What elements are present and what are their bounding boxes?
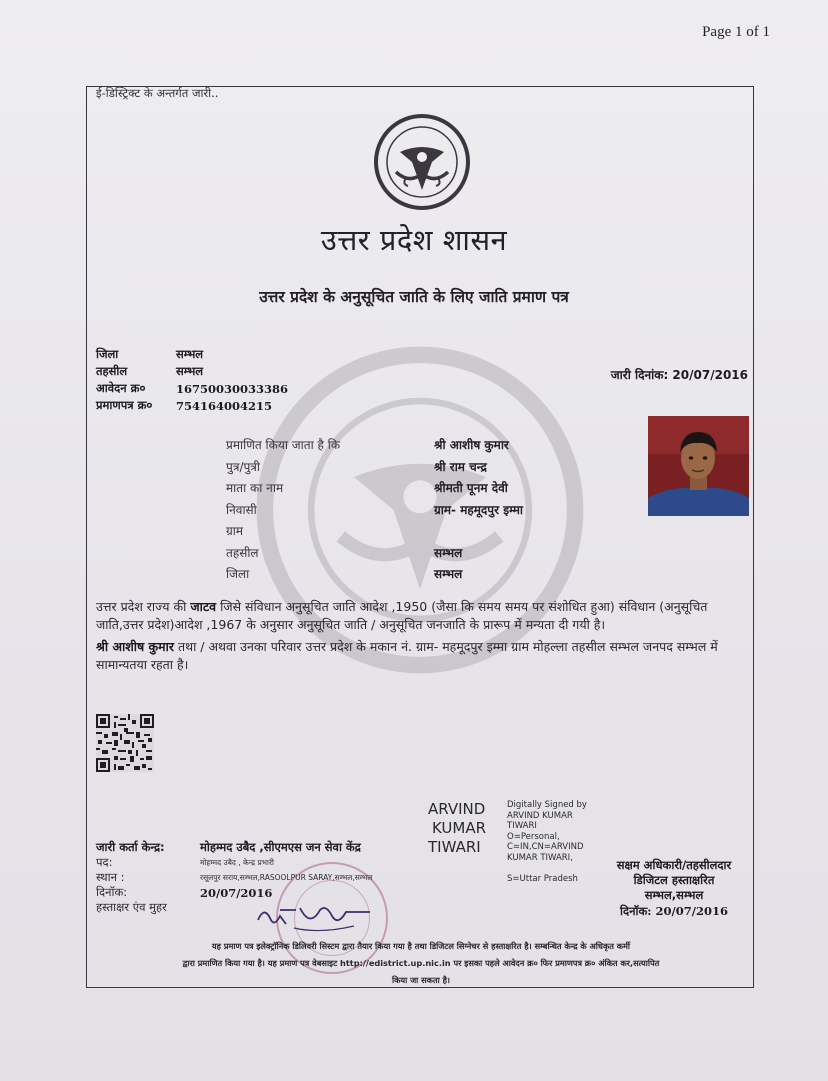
authority-title: सक्षम अधिकारी/तहसीलदार: [616, 858, 732, 872]
details-resident-label: निवासी: [226, 502, 257, 517]
body-p1-text: जिसे संविधान अनुसूचित जाति आदेश ,1950 (जैसा कि समय समय पर संशोधित हुआ) संविधान (अनुसूचित जाति,उत्तर प्रदेश)आदेश ,1967 के अनुसार अनुसूचित जाति / अनुसूचित जनजाति के प्रारूप में मन्यता दी गयी है।: [96, 599, 708, 632]
details-son-label: पुत्र/पुत्री: [226, 459, 261, 474]
meta-certificate-value: 754164004215: [176, 398, 273, 413]
footer-line-2: द्वारा प्रमाणित किया गया है। यह प्रमाण पत्र वेबसाइट http://edistrict.up.nic.in पर इसका पहले आवेदन क्र० फिर प्रमाणपत्र क्र० अंकित कर,सत्यापित: [182, 958, 660, 968]
details-tehsil-value: सम्भल: [434, 545, 463, 560]
main-title: उत्तर प्रदेश शासन: [320, 223, 508, 257]
certificate-body: [96, 598, 728, 678]
competent-authority-block: [594, 858, 754, 919]
details-village-label: ग्राम: [226, 524, 244, 539]
body-p2-text: तथा / अथवा उनका परिवार उत्तर प्रदेश के मकान नं. ग्राम- महमूदपुर इम्मा ग्राम मोहल्ला तहसील सम्भल जनपद सम्भल में सामान्यतया रहता है।: [96, 639, 718, 672]
body-p1-intro: उत्तर प्रदेश राज्य की: [96, 599, 187, 614]
details-tehsil-row: [226, 542, 523, 564]
signer-name-line-3: TIWARI: [428, 838, 481, 856]
issuer-centre-label: जारी कर्ता केन्द्र:: [96, 840, 165, 854]
details-mother-value: श्रीमती पूनम देवी: [434, 481, 508, 496]
body-paragraph-2: [96, 638, 728, 674]
signature-detail-line: Digitally Signed by: [507, 800, 587, 810]
body-applicant-name: श्री आशीष कुमार: [96, 639, 174, 654]
digital-signature-name: [428, 800, 486, 857]
signer-name-line-2: KUMAR: [432, 819, 487, 837]
footer-line-3: किया जा सकता है।: [391, 975, 451, 985]
signature-detail-line: TIWARI: [507, 821, 537, 832]
issuer-place-value: रसूलपुर सराय,सम्भल,RASOOLPUR SARAY,सम्भल,सम्भल: [200, 872, 373, 882]
issue-date: जारी दिनांक: 20/07/2016: [610, 368, 748, 382]
qr-code-icon: [96, 714, 154, 772]
meta-district-row: [96, 346, 288, 363]
details-son-value: श्री राम चन्द्र: [434, 459, 487, 474]
body-paragraph-1: [96, 598, 728, 634]
issuer-place-row: [96, 870, 372, 885]
issuer-place-label: स्थान :: [96, 870, 125, 884]
page-number: Page 1 of 1: [702, 24, 770, 40]
issuer-post-label: पद:: [96, 855, 113, 869]
signature-detail-line: KUMAR TIWARI,: [507, 852, 573, 863]
meta-tehsil-label: तहसील: [96, 364, 128, 378]
edistrict-note: ई-डिस्ट्रिक्ट के अन्तर्गत जारी..: [96, 86, 219, 100]
meta-block: [96, 346, 288, 414]
issuer-centre-value: मोहम्मद उबैद ,सीएमएस जन सेवा केंद्र: [200, 840, 361, 854]
footer-line-1: यह प्रमाण पत्र इलेक्ट्रॉनिक डिलिवरी सिस्टम द्वारा तैयार किया गया है तथा डिजिटल सिग्नेचर से हस्ताक्षरित है। सम्बन्धित केन्द्र के अधिकृत कर्मी: [211, 941, 631, 951]
details-district-value: सम्भल: [434, 567, 463, 582]
meta-tehsil-value: सम्भल: [176, 364, 204, 378]
meta-application-row: [96, 380, 288, 397]
meta-district-label: जिला: [96, 347, 119, 361]
signature-state: S=Uttar Pradesh: [507, 874, 578, 884]
details-certified-label: प्रमाणित किया जाता है कि: [226, 438, 341, 453]
applicant-details: [226, 434, 523, 585]
issuer-date-row: [96, 885, 372, 900]
digital-signature-block: [428, 800, 608, 884]
body-caste-name: जाटव: [190, 599, 217, 614]
signature-detail-line: O=Personal,: [507, 831, 560, 842]
details-district-row: [226, 563, 523, 585]
meta-certificate-row: [96, 397, 288, 414]
issuer-centre-row: [96, 840, 372, 855]
signature-detail-line: ARVIND KUMAR: [507, 810, 573, 821]
authority-digitally-signed: डिजिटल हस्ताक्षरित: [633, 873, 715, 887]
details-certified-row: [226, 434, 523, 456]
up-government-emblem-icon: [372, 112, 472, 212]
issuer-date-value: 20/07/2016: [200, 885, 273, 900]
certificate-subtitle: उत्तर प्रदेश के अनुसूचित जाति के लिए जाति प्रमाण पत्र: [259, 288, 569, 306]
details-village-row: [226, 520, 523, 542]
meta-application-value: 16750030033386: [176, 381, 289, 396]
applicant-photo: [648, 416, 749, 516]
issuing-centre-block: [96, 840, 372, 915]
authority-location: सम्भल,सम्भल: [644, 888, 704, 902]
details-district-label: जिला: [226, 567, 250, 582]
details-resident-row: [226, 499, 523, 521]
certificate-footer-note: [96, 938, 746, 989]
details-son-row: [226, 456, 523, 478]
issuer-post-value: मोहम्मद उबैद , केन्द्र प्रभारी: [200, 857, 274, 867]
details-resident-value: ग्राम- महमूदपुर इम्मा: [434, 502, 523, 517]
issuer-sign-row: [96, 900, 372, 915]
meta-application-label: आवेदन क्र०: [96, 381, 146, 395]
meta-district-value: सम्भल: [176, 347, 204, 361]
issuer-post-row: [96, 855, 372, 870]
signature-detail-line: C=IN,CN=ARVIND: [507, 842, 584, 853]
details-mother-row: [226, 477, 523, 499]
meta-tehsil-row: [96, 363, 288, 380]
issuer-date-label: दिनॉक:: [96, 885, 128, 899]
signer-name-line-1: ARVIND: [428, 800, 486, 818]
digital-signature-details: [507, 800, 587, 864]
meta-certificate-label: प्रमाणपत्र क्र०: [96, 398, 153, 412]
details-mother-label: माता का नाम: [226, 481, 284, 496]
authority-date: दिनॉक: 20/07/2016: [620, 904, 728, 918]
issuer-sign-label: हस्ताक्षर एंव मुहर: [96, 900, 167, 914]
details-certified-value: श्री आशीष कुमार: [434, 438, 509, 453]
details-tehsil-label: तहसील: [226, 545, 259, 560]
